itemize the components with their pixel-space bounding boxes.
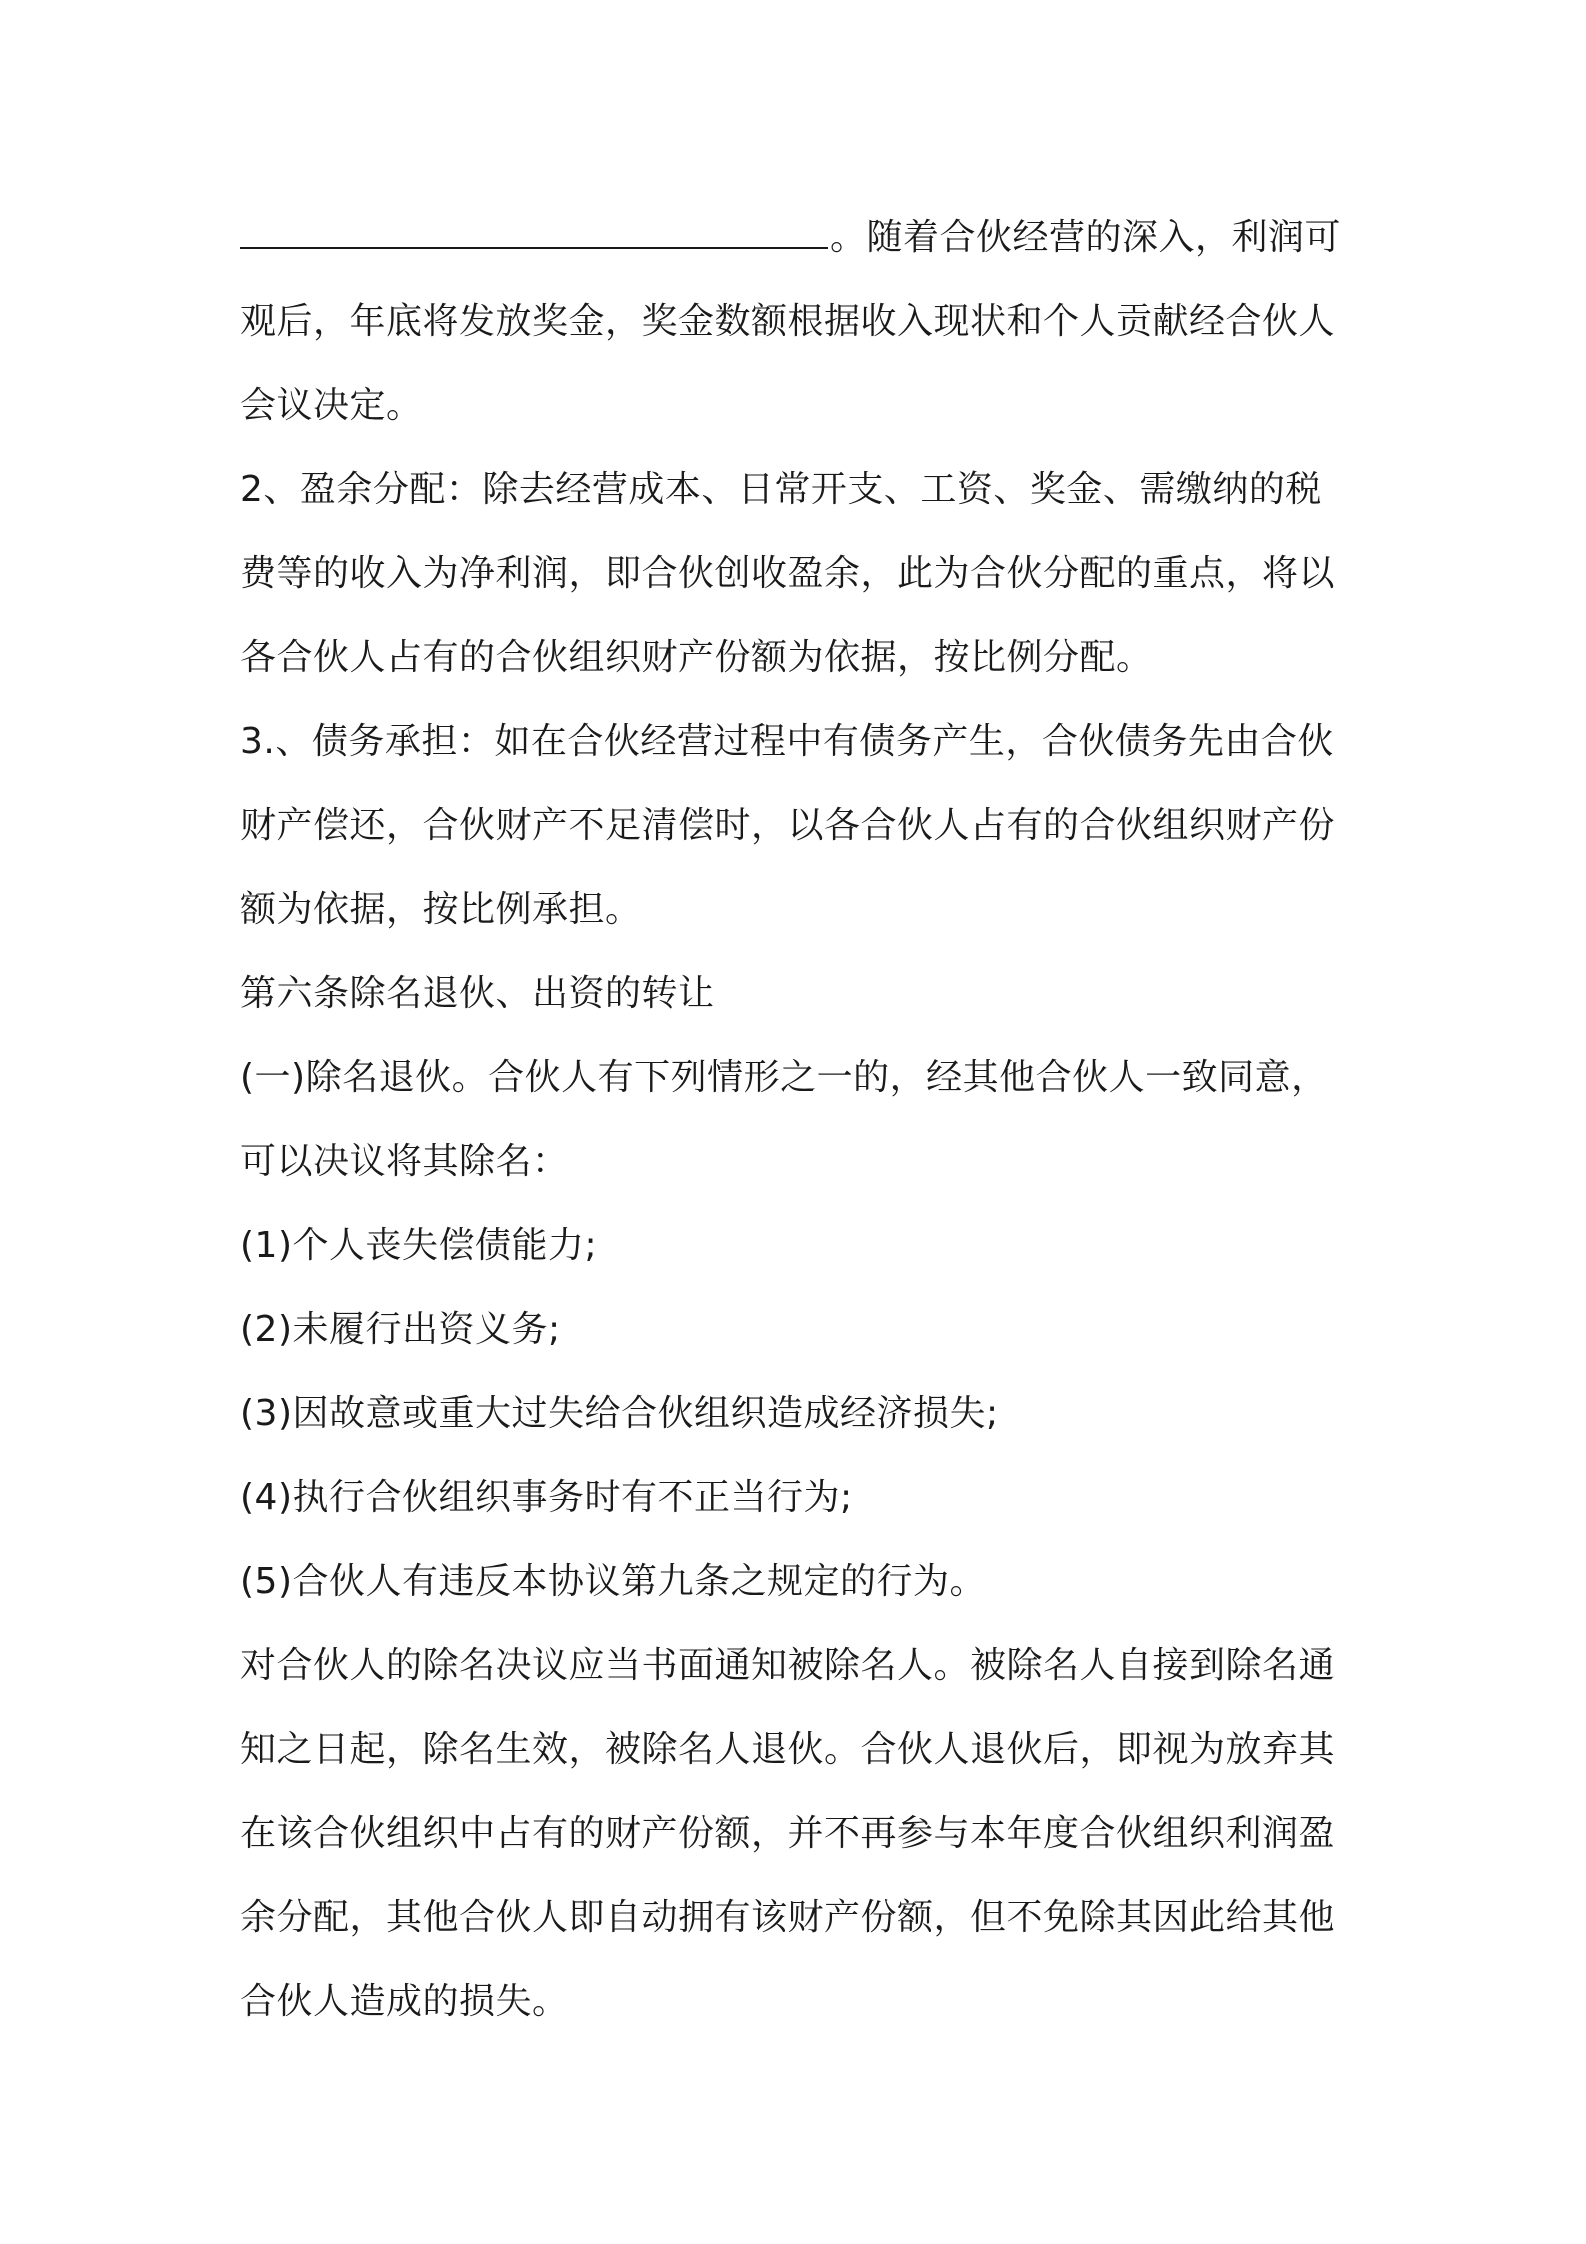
text-line: 费等的收入为净利润，即合伙创收盈余，此为合伙分配的重点，将以 [240,553,1336,594]
paragraph-expulsion [240,1036,1350,1204]
text-line: 余分配，其他合伙人即自动拥有该财产份额，但不免除其因此给其他 [240,1897,1336,1938]
paragraph-surplus-distribution [240,448,1350,700]
document-body [240,196,1350,2044]
expulsion-conditions-list [240,1204,1350,1624]
list-item: (4)执行合伙组织事务时有不正当行为; [240,1477,853,1518]
text-line: 财产偿还，合伙财产不足清偿时，以各合伙人占有的合伙组织财产份 [240,805,1336,846]
fill-in-blank [240,201,828,249]
text-line [240,196,1350,280]
text-line: 观后，年底将发放奖金，奖金数额根据收入现状和个人贡献经合伙人 [240,301,1336,342]
paragraph-debt-liability [240,700,1350,952]
text-line: 额为依据，按比例承担。 [240,889,642,930]
text-line: (一)除名退伙。合伙人有下列情形之一的，经其他合伙人一致同意， [240,1057,1328,1098]
text-line: 会议决定。 [240,385,423,426]
section-heading [240,952,1350,1036]
text-line: 可以决议将其除名： [240,1141,569,1182]
heading-text: 第六条除名退伙、出资的转让 [240,973,715,1014]
text-segment: 。随着合伙经营的深入，利润可 [830,217,1342,258]
list-item: (1)个人丧失偿债能力; [240,1225,598,1266]
text-line: 在该合伙组织中占有的财产份额，并不再参与本年度合伙组织利润盈 [240,1813,1336,1854]
text-line: 2、盈余分配：除去经营成本、日常开支、工资、奖金、需缴纳的税 [240,469,1322,510]
list-item: (3)因故意或重大过失给合伙组织造成经济损失; [240,1393,999,1434]
text-line: 知之日起，除名生效，被除名人退伙。合伙人退伙后，即视为放弃其 [240,1729,1336,1770]
text-line: 3.、债务承担：如在合伙经营过程中有债务产生，合伙债务先由合伙 [240,721,1334,762]
text-line: 对合伙人的除名决议应当书面通知被除名人。被除名人自接到除名通 [240,1645,1336,1686]
text-line: 各合伙人占有的合伙组织财产份额为依据，按比例分配。 [240,637,1153,678]
list-item: (2)未履行出资义务; [240,1309,561,1350]
paragraph-bonus [240,196,1350,448]
list-item: (5)合伙人有违反本协议第九条之规定的行为。 [240,1561,986,1602]
paragraph-expulsion-notice [240,1624,1350,2044]
text-line: 合伙人造成的损失。 [240,1981,569,2022]
